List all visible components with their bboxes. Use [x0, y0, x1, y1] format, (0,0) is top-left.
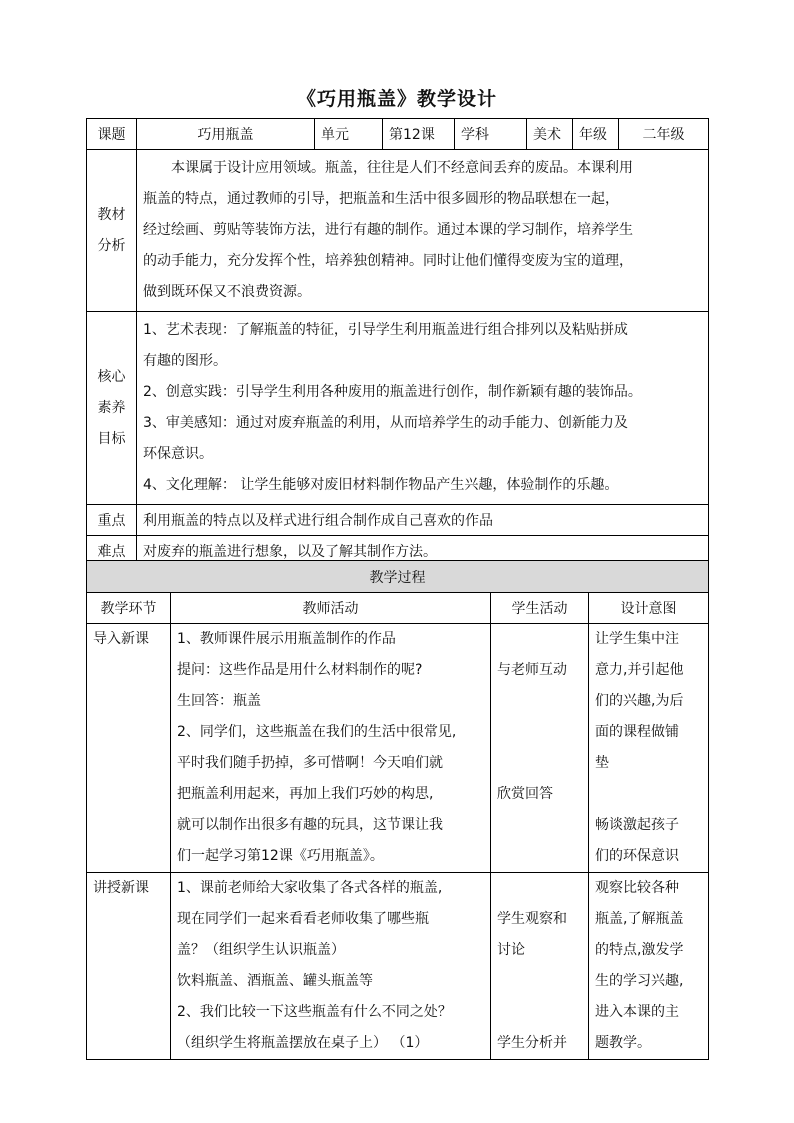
intent-line: 们的环保意识: [595, 848, 679, 864]
topic-label: 课题: [87, 119, 137, 150]
analysis-line: 经过绘画、剪贴等装饰方法，进行有趣的制作。通过本课的学习制作，培养学生: [143, 222, 633, 238]
student-line: [497, 873, 582, 904]
teacher-activity-intro: [171, 624, 491, 873]
teacher-line: 把瓶盖利用起来，再加上我们巧妙的构思,: [177, 786, 434, 802]
student-line: 学生观察和: [497, 911, 567, 927]
teacher-line: 饮料瓶盖、酒瓶盖、罐头瓶盖等: [177, 973, 373, 989]
column-header-intent: 设计意图: [589, 593, 709, 624]
analysis-line: 本课属于设计应用领域。瓶盖，往往是人们不经意间丢弃的废品。本课利用: [171, 160, 633, 176]
subject-value: 美术: [527, 119, 573, 150]
analysis-text: [137, 150, 709, 312]
core-line: 3、审美感知：通过对废弃瓶盖的利用，从而培养学生的动手能力、创新能力及: [143, 415, 628, 431]
intent-line: 畅谈激起孩子: [595, 817, 679, 833]
difficulty-label: 难点: [87, 536, 137, 567]
analysis-label: [87, 150, 137, 312]
student-line: [497, 748, 582, 779]
intent-line: 题教学。: [595, 1035, 651, 1051]
teacher-line: 2、同学们，这些瓶盖在我们的生活中很常见,: [177, 724, 457, 740]
student-line: 学生分析并: [497, 1035, 567, 1051]
student-line: [497, 686, 582, 717]
teacher-line: 平时我们随手扔掉，多可惜啊！今天咱们就: [177, 755, 443, 771]
teacher-line: 就可以制作出很多有趣的玩具，这节课让我: [177, 817, 443, 833]
intent-line: 的特点,激发学: [595, 942, 684, 958]
intent-line: 瓶盖,了解瓶盖: [595, 911, 684, 927]
teacher-line: 1、教师课件展示用瓶盖制作的作品: [177, 631, 396, 647]
stage-intro: 导入新课: [87, 624, 171, 873]
grade-label: 年级: [573, 119, 619, 150]
analysis-line: 的动手能力，充分发挥个性，培养独创精神。同时让他们懂得变废为宝的道理，: [143, 253, 633, 269]
core-row: [87, 312, 709, 505]
student-line: [497, 841, 582, 872]
teacher-line: 们一起学习第12课《巧用瓶盖》。: [177, 848, 384, 864]
student-line: [497, 624, 582, 655]
core-line: 有趣的图形。: [143, 353, 227, 369]
intent-line: 进入本课的主: [595, 1004, 679, 1020]
core-text: [137, 312, 709, 505]
student-line: [497, 717, 582, 748]
column-header-student: 学生活动: [491, 593, 589, 624]
difficulty-text: 对废弃的瓶盖进行想象，以及了解其制作方法。: [137, 536, 709, 567]
intent-line: 们的兴趣,为后: [595, 693, 684, 709]
intent-line: 生的学习兴趣,: [595, 973, 684, 989]
process-row-intro: [87, 624, 709, 873]
unit-label: 单元: [315, 119, 383, 150]
core-label-line-1: 核心: [97, 368, 126, 385]
grade-value: 二年级: [619, 119, 709, 150]
design-intent-teaching: [589, 873, 709, 1060]
intent-line: [595, 779, 702, 810]
intent-line: 意力,并引起他: [595, 662, 684, 678]
unit-value: 第12课: [383, 119, 455, 150]
core-label: [87, 312, 137, 505]
column-header-teacher: 教师活动: [171, 593, 491, 624]
core-line: 4、文化理解： 让学生能够对废旧材料制作物品产生兴趣，体验制作的乐趣。: [143, 477, 619, 493]
process-header: 教学过程: [87, 561, 709, 593]
analysis-label-line-2: 分析: [97, 237, 126, 254]
info-table: [86, 118, 709, 567]
analysis-row: [87, 150, 709, 312]
teacher-line: 1、课前老师给大家收集了各式各样的瓶盖,: [177, 880, 443, 896]
student-line: 讨论: [497, 942, 525, 958]
analysis-label-line-1: 教材: [97, 206, 126, 223]
topic-value: 巧用瓶盖: [137, 119, 315, 150]
intent-line: 让学生集中注: [595, 631, 679, 647]
stage-teaching: 讲授新课: [87, 873, 171, 1060]
key-point-text: 利用瓶盖的特点以及样式进行组合制作成自己喜欢的作品: [137, 505, 709, 536]
teacher-line: 提问：这些作品是用什么材料制作的呢?: [177, 662, 423, 678]
core-line: 2、创意实践：引导学生利用各种废用的瓶盖进行创作，制作新颖有趣的装饰品。: [143, 384, 642, 400]
student-line: 与老师互动: [497, 662, 567, 678]
teacher-line: （组织学生将瓶盖摆放在桌子上） （1）: [177, 1035, 429, 1051]
core-line: 环保意识。: [143, 446, 213, 462]
student-activity-teaching: [491, 873, 589, 1060]
intent-line: 观察比较各种: [595, 880, 679, 896]
teacher-activity-teaching: [171, 873, 491, 1060]
student-activity-intro: [491, 624, 589, 873]
process-row-teaching: [87, 873, 709, 1060]
core-label-line-2: 素养: [97, 399, 126, 416]
teacher-line: 现在同学们一起来看看老师收集了哪些瓶: [177, 911, 429, 927]
core-line: 1、艺术表现：了解瓶盖的特征，引导学生利用瓶盖进行组合排列以及粘贴拼成: [143, 322, 628, 338]
teacher-line: 2、我们比较一下这些瓶盖有什么不同之处？: [177, 1004, 452, 1020]
key-point-label: 重点: [87, 505, 137, 536]
analysis-line: 做到既环保又不浪费资源。: [143, 284, 311, 300]
column-header-stage: 教学环节: [87, 593, 171, 624]
design-intent-intro: [589, 624, 709, 873]
teacher-line: 生回答：瓶盖: [177, 693, 261, 709]
student-line: [497, 997, 582, 1028]
student-line: 欣赏回答: [497, 786, 553, 802]
student-line: [497, 810, 582, 841]
document-title: 《巧用瓶盖》教学设计: [296, 88, 497, 110]
process-table: [86, 560, 709, 1060]
teacher-line: 盖？（组织学生认识瓶盖）: [177, 942, 345, 958]
analysis-line: 瓶盖的特点，通过教师的引导，把瓶盖和生活中很多圆形的物品联想在一起，: [143, 191, 619, 207]
core-label-line-3: 目标: [97, 430, 126, 447]
header-row: [87, 119, 709, 150]
key-point-row: [87, 505, 709, 536]
intent-line: 面的课程做铺: [595, 724, 679, 740]
student-line: [497, 966, 582, 997]
subject-label: 学科: [455, 119, 527, 150]
intent-line: 垫: [595, 755, 609, 771]
